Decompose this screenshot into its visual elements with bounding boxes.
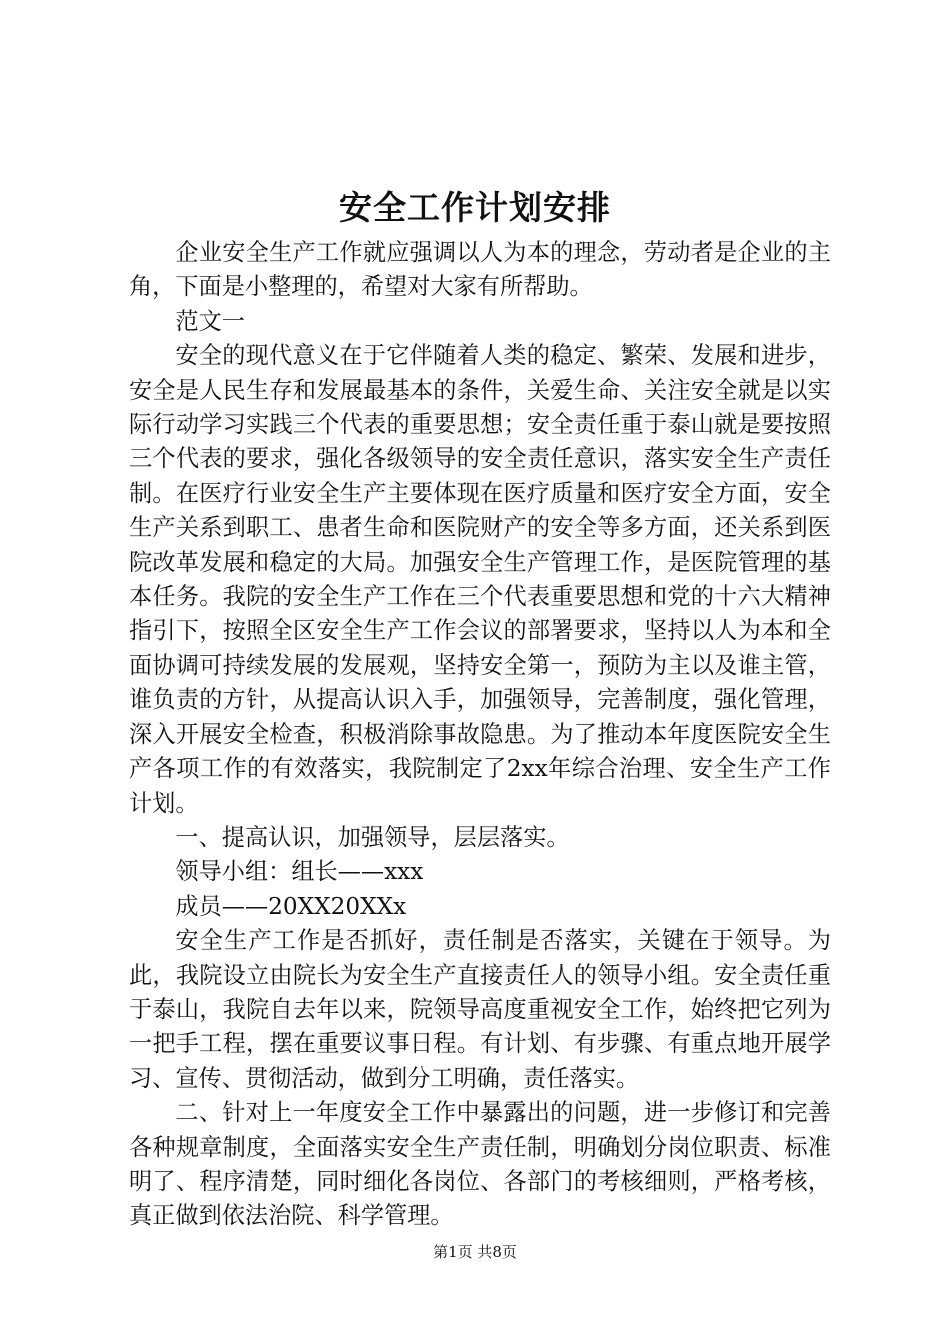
- document-title: 安全工作计划安排: [339, 188, 611, 227]
- leader-line: 领导小组：组长——xxx: [175, 858, 424, 886]
- document-body: [129, 236, 831, 1234]
- section-label: 范文一: [175, 307, 245, 335]
- section-heading: 一、提高认识，加强领导，层层落实。: [175, 823, 570, 851]
- body-paragraph: 安全生产工作是否抓好，责任制是否落实，关键在于领导。为此，我院设立由院长为安全生产直接责任人的领导小组。安全责任重于泰山，我院自去年以来，院领导高度重视安全工作，始终把它列为一把手工程，摆在重要议事日程。有计划、有步骤、有重点地开展学习、宣传、贯彻活动，做到分工明确，责任落实。: [129, 927, 831, 1092]
- intro-paragraph: 企业安全生产工作就应强调以人为本的理念，劳动者是企业的主角，下面是小整理的，希望对大家有所帮助。: [129, 239, 831, 301]
- page-number: 第1页 共8页: [433, 1243, 517, 1261]
- body-paragraph: 安全的现代意义在于它伴随着人类的稳定、繁荣、发展和进步，安全是人民生存和发展最基本的条件，关爱生命、关注安全就是以实际行动学习实践三个代表的重要思想；安全责任重于泰山就是要按照三个代表的要求，强化各级领导的安全责任意识，落实安全生产责任制。在医疗行业安全生产主要体现在医疗质量和医疗安全方面，安全生产关系到职工、患者生命和医院财产的安全等多方面，还关系到医院改革发展和稳定的大局。加强安全生产管理工作，是医院管理的基本任务。我院的安全生产工作在三个代表重要思想和党的十六大精神指引下，按照全区安全生产工作会议的部署要求，坚持以人为本和全面协调可持续发展的发展观，坚持安全第一，预防为主以及谁主管，谁负责的方针，从提高认识入手，加强领导，完善制度，强化管理，深入开展安全检查，积极消除事故隐患。为了推动本年度医院安全生产各项工作的有效落实，我院制定了2xx年综合治理、安全生产工作计划。: [129, 342, 831, 817]
- body-paragraph: 二、针对上一年度安全工作中暴露出的问题，进一步修订和完善各种规章制度，全面落实安全生产责任制，明确划分岗位职责、标准明了、程序清楚，同时细化各岗位、各部门的考核细则，严格考核，真正做到依法治院、科学管理。: [129, 1099, 831, 1230]
- member-line: 成员——20XX20XXx: [175, 892, 407, 920]
